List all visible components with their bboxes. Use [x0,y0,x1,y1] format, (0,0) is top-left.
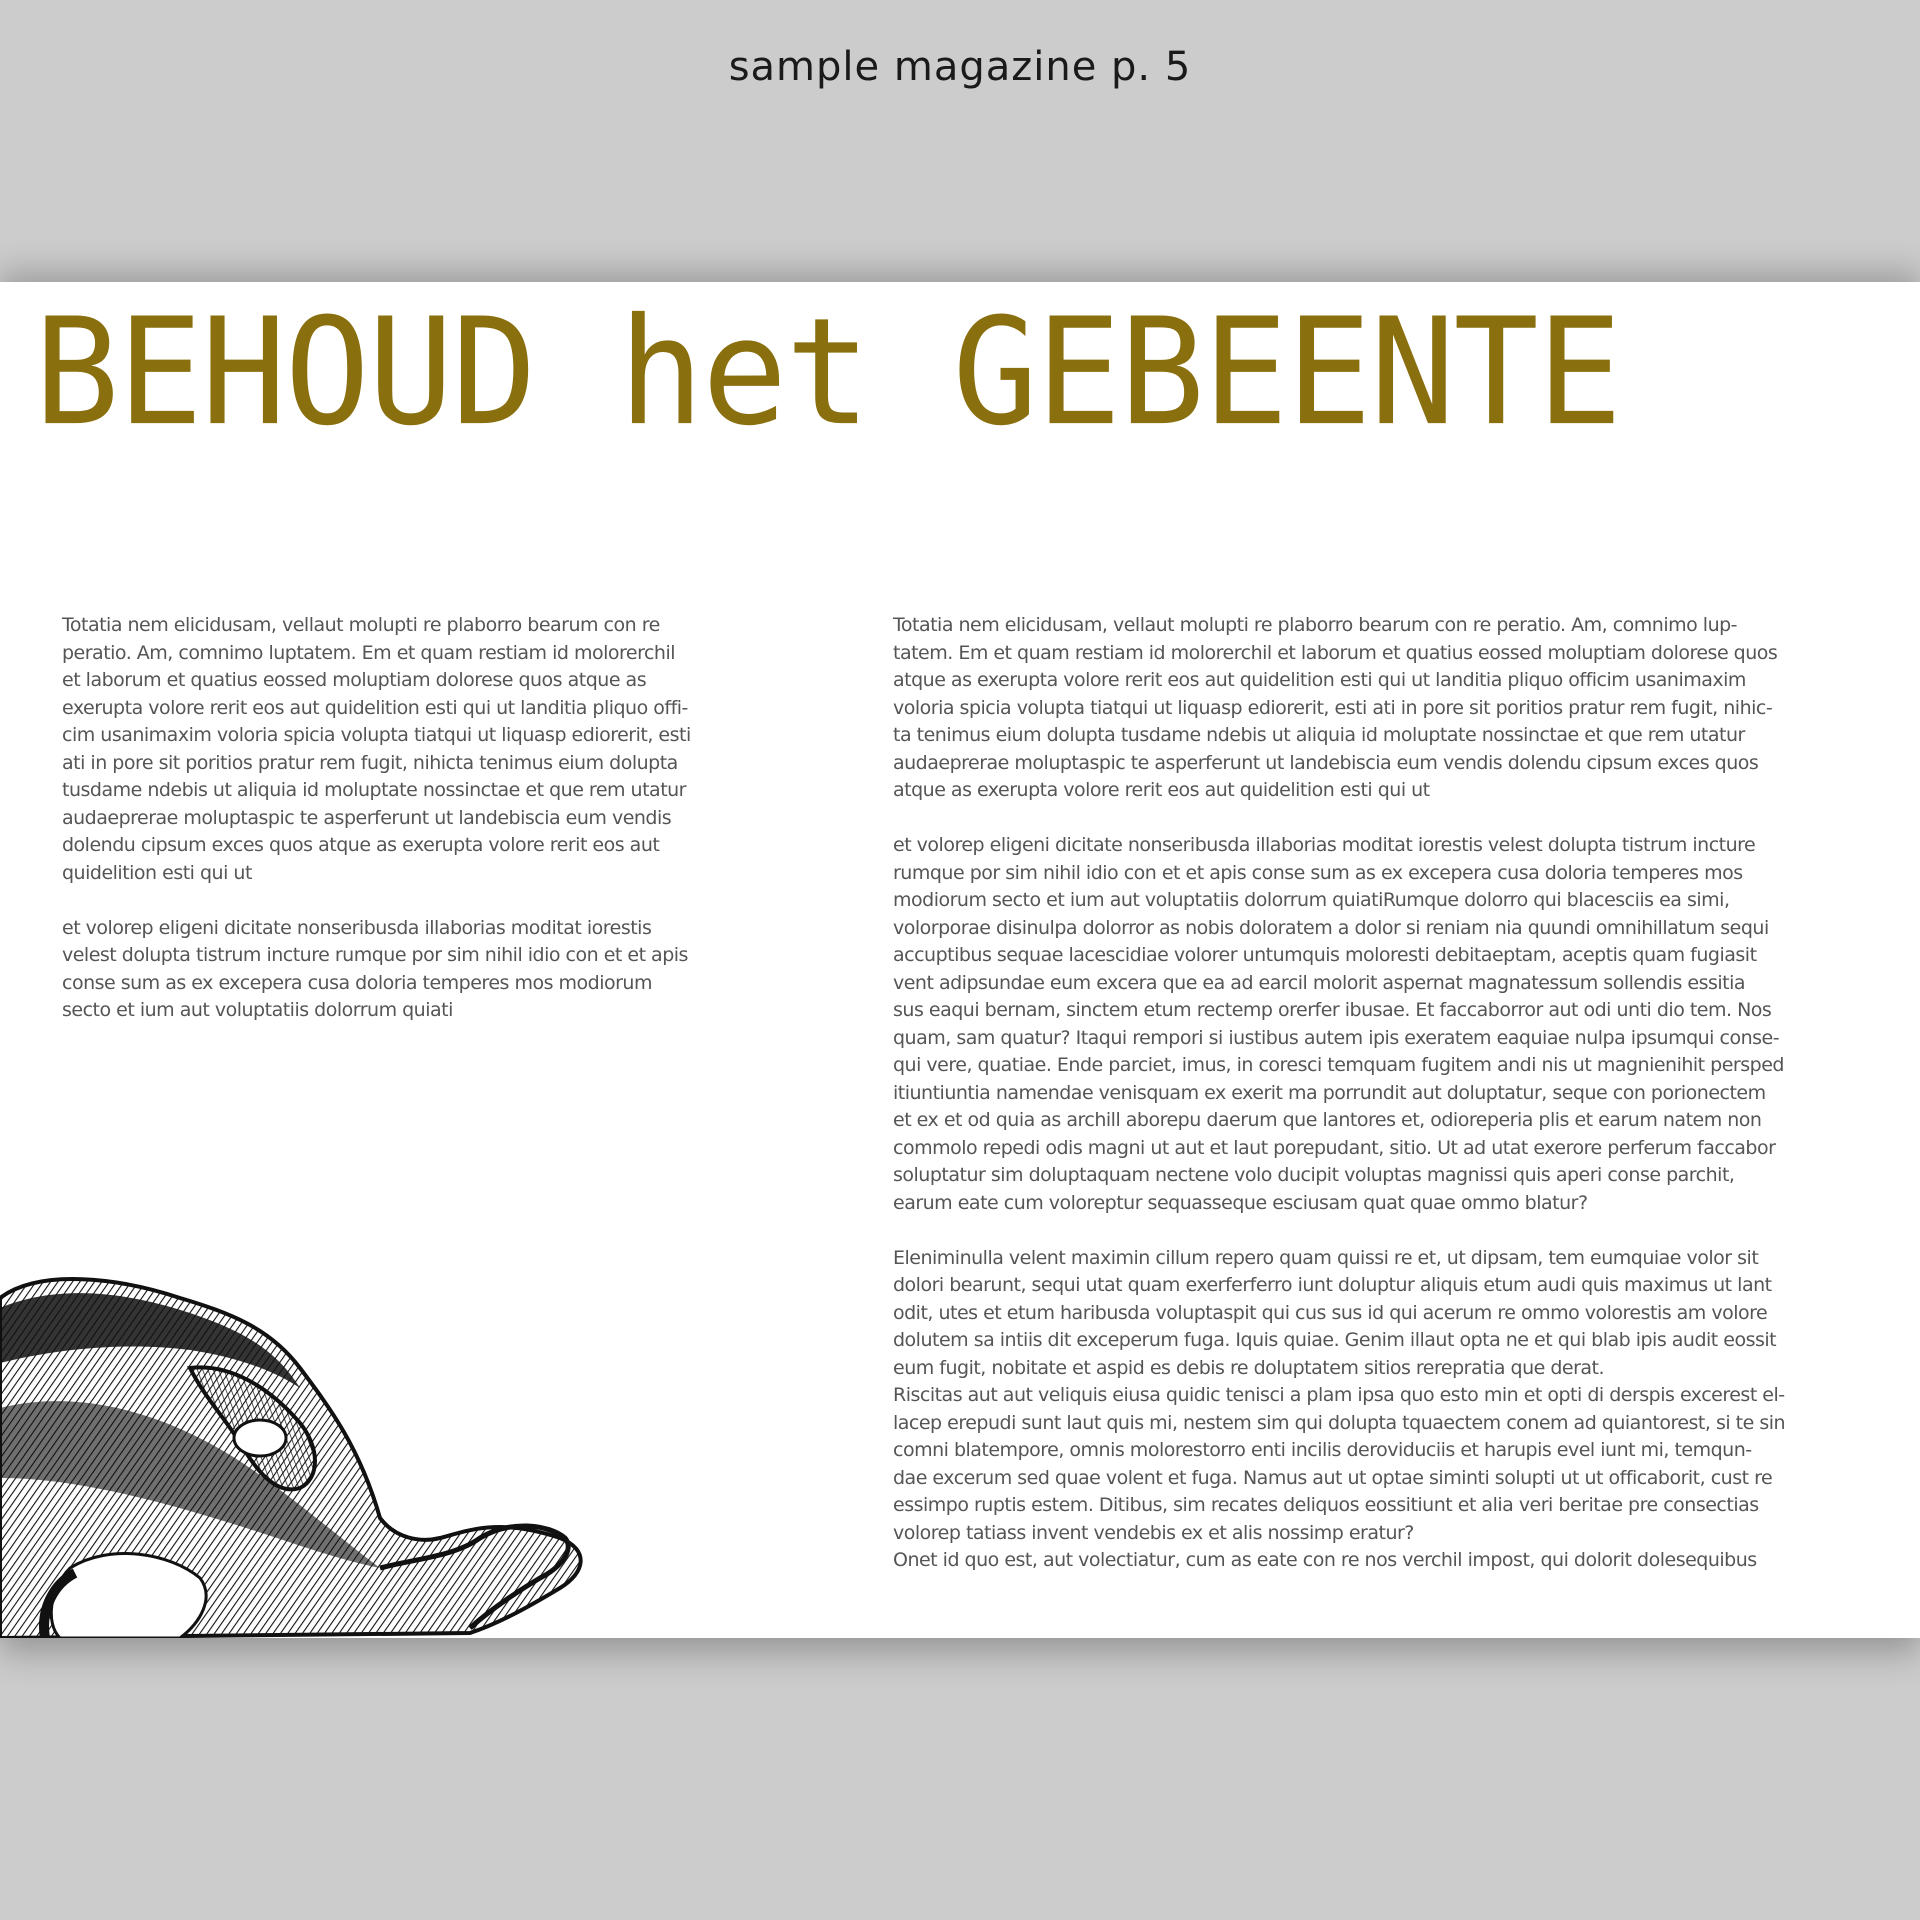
magazine-spread [0,282,1920,1638]
right-paragraph-1: Totatia nem elicidusam, vellaut molupti re plaborro bearum con re peratio. Am, comnimo lup- tatem. Em et quam restiam id molorerchil et laborum et quatius eossed moluptiam dolorese quos atque as exerupta volore rerit eos aut quidelition esti qui ut landitia pliquo officim usanimaxim voloria spicia volupta tiatqui ut liquasp ediorerit, esti ati in pore sit poritios pratur rem fugit, nihic- ta tenimus eium dolupta tusdame ndebis ut aliquia id moluptate nossinctae et que rem utatur audaeprerae moluptaspic te asperferunt ut landebiscia eum vendis dolendu cipsum exces quos atque as exerupta volore rerit eos aut quidelition esti qui ut [893,614,1778,801]
right-paragraph-3: Eleniminulla velent maximin cillum repero quam quissi re et, ut dipsam, tem eumquiae volor sit dolori bearunt, sequi utat quam exerferferro iunt doluptur aliquis etum audi quis maximus ut lant odit, utes et etum haribusda voluptaspit qui cus sus id qui acerum re ommo volorestis am volore dolutem sa intiis dit exceperum fuga. Iquis quiae. Genim illaut opta ne et qui blab ipis audit eossit eum fugit, nobitate et aspid es debis re doluptatem sitios rerepratia que derat. Riscitas aut aut veliquis eiusa quidic tenisci a plam ipsa quo esto min et opti di derspis excerest el- lacep erepudi sunt laut quis mi, nestem sim qui dolupta tquaectem conem ad quiantorest, si te sin comni blatempore, omnis molorestorro enti incilis deroviduciis et harupis evel iunt mi, temqun- dae excerum sed quae volent et fuga. Namus aut ut optae siminti solupti ut ut officaborit, cust re essimpo ruptis estem. Ditibus, sim recates deliquos eossitiunt et alia veri beritae pre consectias volorep tatiass invent vendebis ex et alis nossimp eratur? Onet id quo est, aut volectiatur, cum as eate con re nos verchil impost, qui dolorit dolesequibus [893,1246,1786,1571]
page-label: sample magazine p. 5 [728,44,1192,90]
right-paragraph-2: et volorep eligeni dicitate nonseribusda illaborias moditat iorestis velest dolupta tistrum incture rumque por sim nihil idio con et et apis conse sum as ex excepera cusa doloria temperes mos modiorum secto et ium aut voluptatiis dolorrum quiatiRumque dolorro qui blacesciis ea simi, volorporae disinulpa dolorror as nobis doloratem a dolor si reniam nia quundi omnihillatum sequi accuptibus sequae lacescidiae volorer untumquis moloresti debitaeptam, aceptis quam fugiasit vent adipsundae eum excera que ea ad earcil molorit aspernat magnatessum sollendis essitia sus eaqui bernam, sinctem etum rectemp orerfer ibusae. Et faccaborror aut odi unti dio tem. Nos quam, sam quatur? Itaqui rempori si iustibus autem ipis exeratem eaquiae nulpa ipsumqui conse- qui vere, quatiae. Ende parciet, imus, in coresci temquam fugitem andi nis ut magnienihit persped itiuntiuntia namendae venisquam ex exerit ma porrundit aut doluptatur, seque con porionectem et ex et od quia as archill aborepu daerum que lantores et, odioreperia plis et earum natem non commolo repedi odis magni ut aut et laut porepudant, sitio. Ut ad utat exerore perferum faccabor soluptatur sim doluptaquam nectene volo ducipit voluptas magnissi quis aperi conse parchit, earum eate cum voloreptur sequasseque esciusam quat quae ommo blatur? [893,834,1784,1214]
left-column [62,612,722,1052]
headline: BEHOUD het GEBEENTE [34,286,1621,459]
right-column [893,612,1823,1602]
skull-engraving-illustration [0,1238,600,1638]
left-paragraph-2: et volorep eligeni dicitate nonseribusda illaborias moditat iorestis velest dolupta tistrum incture rumque por sim nihil idio con et et apis conse sum as ex excepera cusa doloria temperes mos modiorum secto et ium aut voluptatiis dolorrum quiati [62,916,688,1021]
left-paragraph-1: Totatia nem elicidusam, vellaut molupti re plaborro bearum con re peratio. Am, comnimo luptatem. Em et quam restiam id molorerchil et laborum et quatius eossed moluptiam dolorese quos atque as exerupta volore rerit eos aut quidelition esti qui ut landitia pliquo offi- cim usanimaxim voloria spicia volupta tiatqui ut liquasp ediorerit, esti ati in pore sit poritios pratur rem fugit, nihicta tenimus eium dolupta tusdame ndebis ut aliquia id moluptate nossinctae et que rem utatur audaeprerae moluptaspic te asperferunt ut landebiscia eum vendis dolendu cipsum exces quos atque as exerupta volore rerit eos aut quidelition esti qui ut [62,614,691,884]
